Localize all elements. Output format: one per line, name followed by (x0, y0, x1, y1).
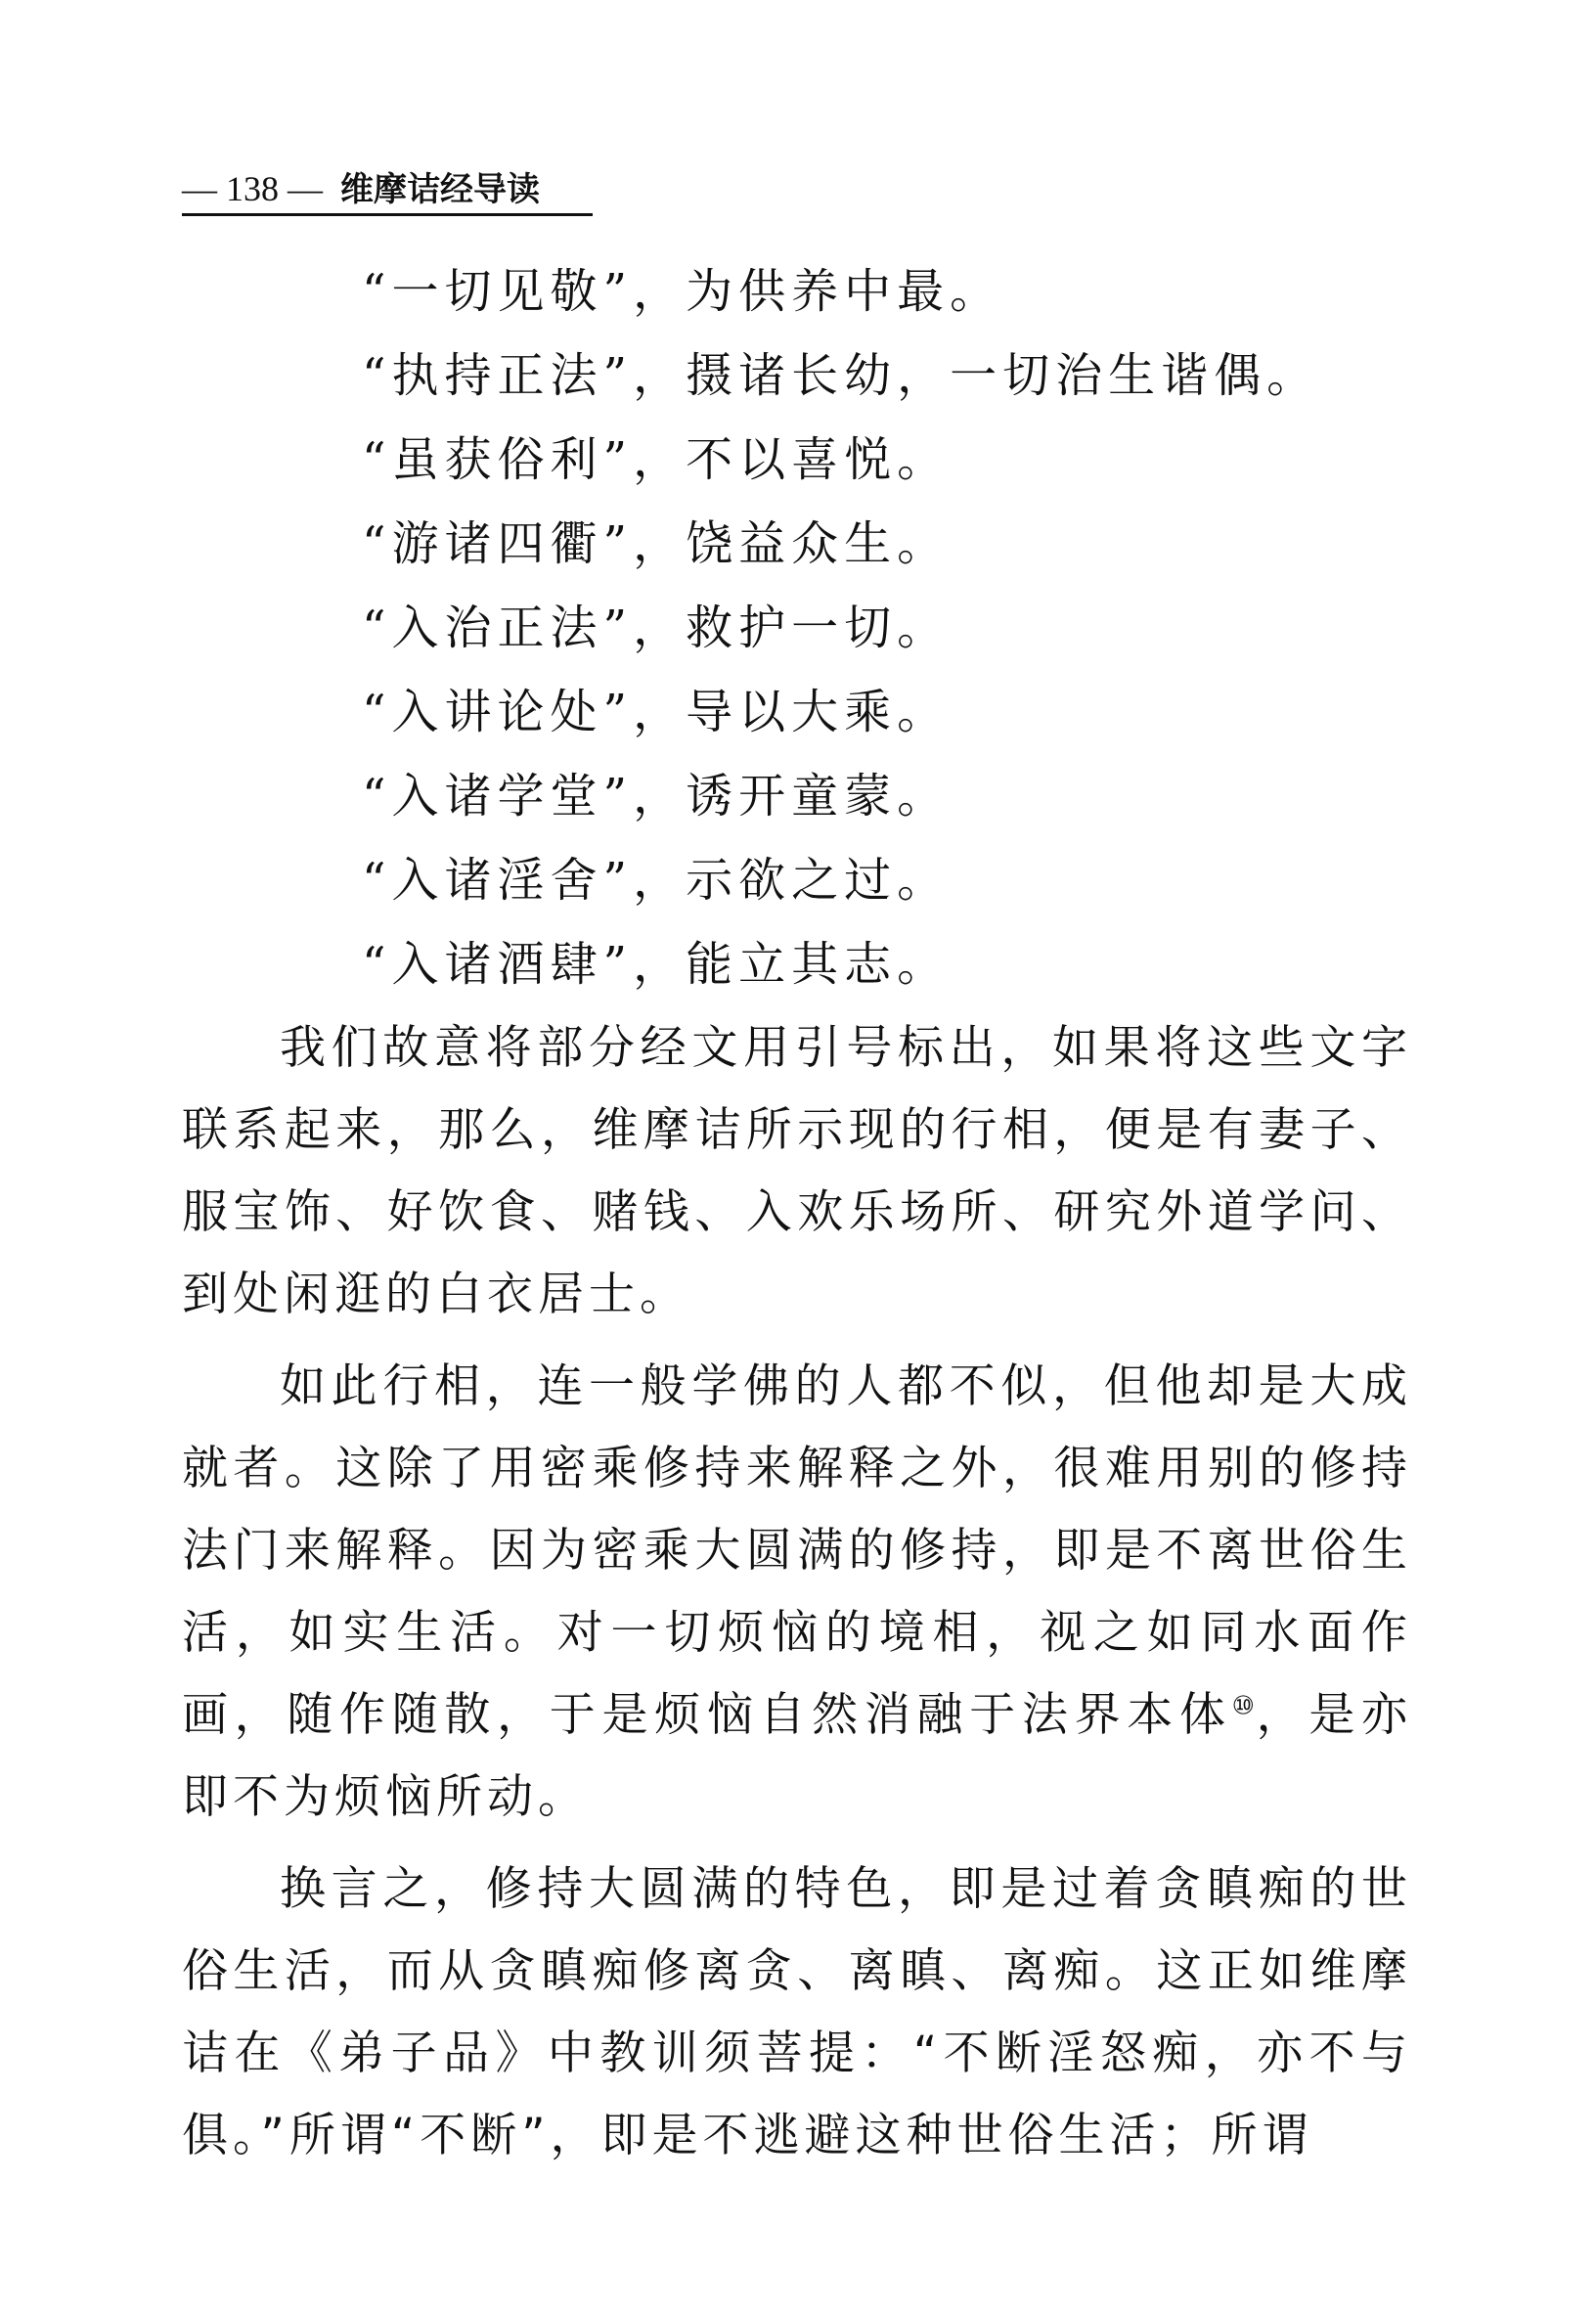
quote-line: “一切见敬”，为供养中最。 (362, 264, 1003, 319)
quote-line: “入讲论处”，导以大乘。 (362, 685, 951, 739)
paragraph-2 (182, 1346, 1412, 1839)
body-text (182, 1007, 1412, 2187)
running-header (182, 164, 593, 216)
sutra-quote-list (362, 249, 1438, 1006)
quote-line: “入诸学堂”，诱开童蒙。 (362, 769, 951, 824)
paragraph-3: 换言之，修持大圆满的特色，即是过着贪瞋痴的世俗生活，而从贪瞋痴修离贪、离瞋、离痴。这正如维摩诘在《弟子品》中教训须菩提：“不断淫怒痴，亦不与俱。”所谓“不断”，即是不逃避这种世俗生活；所谓 (182, 1862, 1412, 2162)
quote-line: “游诸四衢”，饶益众生。 (362, 516, 951, 571)
quote-line: “入治正法”，救护一切。 (362, 601, 951, 655)
quote-line: “执持正法”，摄诸长幼，一切治生谐偶。 (362, 348, 1320, 403)
footnote-reference[interactable]: ⑩ (1231, 1691, 1257, 1721)
book-title: 维摩诘经导读 (340, 170, 540, 209)
paragraph-2-text-end: ，是亦即不为烦恼所动。 (182, 1688, 1413, 1824)
paragraph-1: 我们故意将部分经文用引号标出，如果将这些文字联系起来，那么，维摩诘所示现的行相，便是有妻子、服宝饰、好饮食、赌钱、入欢乐场所、研究外道学问、到处闲逛的白衣居士。 (182, 1021, 1412, 1321)
quote-line: “入诸淫舍”，示欲之过。 (362, 853, 951, 908)
page-number: — 138 — (182, 169, 323, 208)
paragraph-2-text: 如此行相，连一般学佛的人都不似，但他却是大成就者。这除了用密乘修持来解释之外，很难用别的修持法门来解释。因为密乘大圆满的修持，即是不离世俗生活，如实生活。对一切烦恼的境相，视之如同水面作画，随作随散，于是烦恼自然消融于法界本体 (182, 1359, 1412, 1742)
quote-line: “虽获俗利”，不以喜悦。 (362, 432, 951, 487)
quote-line: “入诸酒肆”，能立其志。 (362, 937, 951, 992)
